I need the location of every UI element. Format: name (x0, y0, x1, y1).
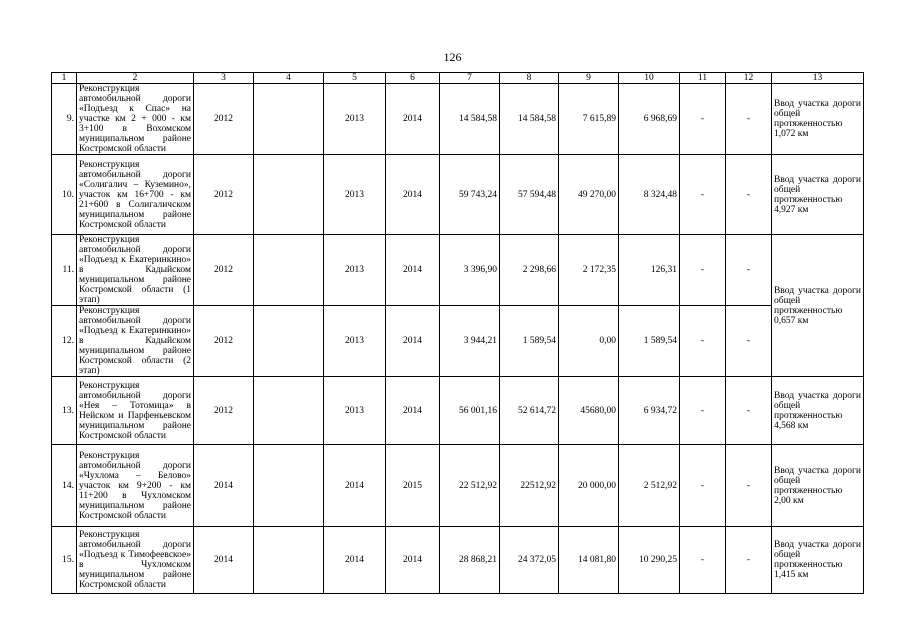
table-row (52, 235, 864, 306)
column-header: 6 (386, 73, 440, 84)
cell-start-year: 2014 (194, 527, 254, 594)
cell-col10: 6 934,72 (619, 377, 680, 445)
table-row (52, 377, 864, 445)
cell-col8: 2 298,66 (500, 235, 559, 306)
cell-col7: 3 396,90 (440, 235, 500, 306)
cell-col12: - (726, 84, 772, 155)
cell-col6: 2015 (386, 445, 440, 527)
column-header: 1 (52, 73, 77, 84)
cell-col5: 2013 (324, 235, 386, 306)
cell-start-year: 2012 (194, 155, 254, 235)
column-header: 12 (726, 73, 772, 84)
object-name: Реконструкция автомобильной дороги «Чухлома – Белово» участок км 9+200 - км 11+200 в Чухломском муниципальном районе Костромской области (77, 445, 194, 527)
cell-start-year: 2012 (194, 235, 254, 306)
cell-col7: 3 944,21 (440, 306, 500, 377)
cell-col4 (254, 155, 324, 235)
column-header: 4 (254, 73, 324, 84)
row-number: 15. (52, 527, 77, 594)
column-number-header-row (52, 73, 864, 84)
cell-col5: 2013 (324, 84, 386, 155)
cell-col4 (254, 84, 324, 155)
cell-col8: 22512,92 (500, 445, 559, 527)
cell-col9: 49 270,00 (559, 155, 619, 235)
cell-col6: 2014 (386, 155, 440, 235)
column-header: 2 (77, 73, 194, 84)
cell-col12: - (726, 155, 772, 235)
cell-col9: 2 172,35 (559, 235, 619, 306)
page-number: 126 (443, 50, 462, 64)
row-number: 11. (52, 235, 77, 306)
row-number: 10. (52, 155, 77, 235)
table-row (52, 155, 864, 235)
cell-col6: 2014 (386, 377, 440, 445)
cell-col4 (254, 235, 324, 306)
cell-col8: 24 372,05 (500, 527, 559, 594)
cell-result-note: Ввод участка дороги общей протяженностью 4,927 км (772, 155, 864, 235)
column-header: 3 (194, 73, 254, 84)
column-header: 10 (619, 73, 680, 84)
cell-col8: 1 589,54 (500, 306, 559, 377)
table-row (52, 84, 864, 155)
table-row (52, 445, 864, 527)
object-name: Реконструкция автомобильной дороги «Солигалич – Куземино», участок км 16+700 - км 21+600 в Солигаличском муниципальном районе Костромской области (77, 155, 194, 235)
cell-col12: - (726, 527, 772, 594)
table-row (52, 527, 864, 594)
table-row (52, 306, 864, 377)
cell-col4 (254, 377, 324, 445)
cell-col10: 10 290,25 (619, 527, 680, 594)
cell-col8: 14 584,58 (500, 84, 559, 155)
cell-col11: - (680, 445, 726, 527)
cell-col11: - (680, 84, 726, 155)
cell-col9: 45680,00 (559, 377, 619, 445)
object-name: Реконструкция автомобильной дороги «Нея – Тотомица» в Нейском и Парфеньевском муниципальном районе Костромской области (77, 377, 194, 445)
object-name: Реконструкция автомобильной дороги «Подъезд к Тимофеевское» в Чухломском муниципальном районе Костромской области (77, 527, 194, 594)
cell-col9: 0,00 (559, 306, 619, 377)
cell-col10: 2 512,92 (619, 445, 680, 527)
cell-col7: 59 743,24 (440, 155, 500, 235)
cell-col5: 2014 (324, 445, 386, 527)
cell-col4 (254, 306, 324, 377)
row-number: 12. (52, 306, 77, 377)
cell-col4 (254, 445, 324, 527)
cell-start-year: 2012 (194, 306, 254, 377)
cell-col6: 2014 (386, 84, 440, 155)
cell-col11: - (680, 527, 726, 594)
cell-col12: - (726, 306, 772, 377)
cell-result-note: Ввод участка дороги общей протяженностью 1,072 км (772, 84, 864, 155)
cell-result-note: Ввод участка дороги общей протяженностью 1,415 км (772, 527, 864, 594)
row-number: 9. (52, 84, 77, 155)
row-number: 14. (52, 445, 77, 527)
cell-col10: 126,31 (619, 235, 680, 306)
cell-col7: 28 868,21 (440, 527, 500, 594)
cell-col5: 2013 (324, 155, 386, 235)
column-header: 5 (324, 73, 386, 84)
column-header: 11 (680, 73, 726, 84)
object-name: Реконструкция автомобильной дороги «Подъезд к Спас» на участке км 2 + 000 - км 3+100 в Вохомском муниципальном районе Костромской области (77, 84, 194, 155)
cell-col9: 7 615,89 (559, 84, 619, 155)
cell-col7: 22 512,92 (440, 445, 500, 527)
cell-col9: 14 081,80 (559, 527, 619, 594)
cell-col6: 2014 (386, 306, 440, 377)
cell-col6: 2014 (386, 235, 440, 306)
cell-col11: - (680, 235, 726, 306)
cell-col12: - (726, 445, 772, 527)
cell-col10: 1 589,54 (619, 306, 680, 377)
cell-col5: 2013 (324, 306, 386, 377)
object-name: Реконструкция автомобильной дороги «Подъезд к Екатеринкино» в Кадыйском муниципальном районе Костромской области (1 этап) (77, 235, 194, 306)
cell-col11: - (680, 155, 726, 235)
cell-col12: - (726, 377, 772, 445)
column-header: 7 (440, 73, 500, 84)
cell-result-note: Ввод участка дороги общей протяженностью 4,568 км (772, 377, 864, 445)
cell-start-year: 2012 (194, 84, 254, 155)
column-header: 13 (772, 73, 864, 84)
cell-start-year: 2014 (194, 445, 254, 527)
cell-col11: - (680, 306, 726, 377)
column-header: 8 (500, 73, 559, 84)
cell-col7: 14 584,58 (440, 84, 500, 155)
cell-col10: 8 324,48 (619, 155, 680, 235)
cell-col8: 52 614,72 (500, 377, 559, 445)
cell-col4 (254, 527, 324, 594)
row-number: 13. (52, 377, 77, 445)
cell-col5: 2013 (324, 377, 386, 445)
cell-result-note: Ввод участка дороги общей протяженностью 0,657 км (772, 235, 864, 377)
cell-col9: 20 000,00 (559, 445, 619, 527)
cell-col8: 57 594,48 (500, 155, 559, 235)
column-header: 9 (559, 73, 619, 84)
cell-col6: 2014 (386, 527, 440, 594)
cell-col5: 2014 (324, 527, 386, 594)
cell-col7: 56 001,16 (440, 377, 500, 445)
cell-col11: - (680, 377, 726, 445)
cell-result-note: Ввод участка дороги общей протяженностью 2,00 км (772, 445, 864, 527)
cell-col12: - (726, 235, 772, 306)
cell-col10: 6 968,69 (619, 84, 680, 155)
cell-start-year: 2012 (194, 377, 254, 445)
object-name: Реконструкция автомобильной дороги «Подъезд к Екатеринкино» в Кадыйском муниципальном районе Костромской области (2 этап) (77, 306, 194, 377)
road-reconstruction-table (51, 72, 864, 594)
